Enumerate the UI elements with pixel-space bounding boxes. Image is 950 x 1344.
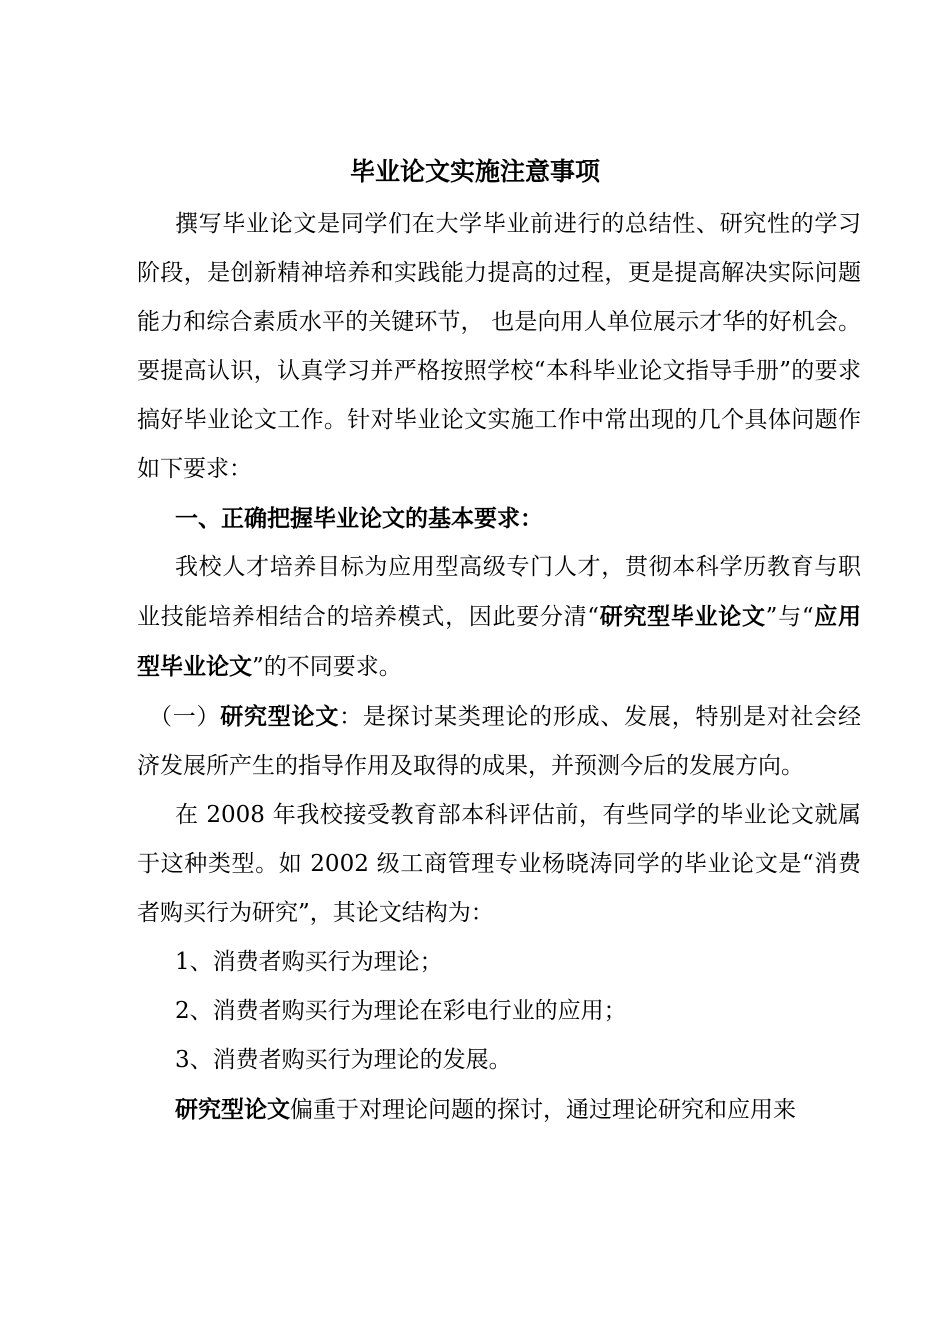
subsection-prefix: （一）: [149, 704, 221, 730]
list-item: 1、消费者购买行为理论；: [175, 949, 443, 975]
document-body: [137, 200, 861, 1135]
intro-paragraph: 撰写毕业论文是同学们在大学毕业前进行的总结性、研究性的学习阶段，是创新精神培养和实践能力提高的过程，更是提高解决实际问题能力和综合素质水平的关键环节， 也是向用人单位展示才华的好机会。要提高认识，认真学习并严格按照学校“本科毕业论文指导手册”的要求搞好毕业论文工作。针对毕业论文实施工作中常出现的几个具体问题作如下要求：: [137, 211, 861, 482]
closing-paragraph: [137, 1085, 861, 1135]
list-item: 3、消费者购买行为理论的发展。: [175, 1047, 512, 1073]
text-run: 我校人才培养目标为应用型高级专门人才，贯彻本科学历教育与职业技能培养相结合的培养模式，因此要分清“: [137, 554, 861, 630]
example-paragraph: 在 2008 年我校接受教育部本科评估前，有些同学的毕业论文就属于这种类型。如 2002 级工商管理专业杨晓涛同学的毕业论文是“消费者购买行为研究”，其论文结构为：: [137, 802, 861, 926]
text-run: ”的不同要求。: [252, 654, 402, 680]
bold-term-applied-thesis: 应用型毕业论文: [137, 603, 861, 680]
text-run: 偏重于对理论问题的探讨，通过理论研究和应用来: [290, 1097, 796, 1123]
bold-term-research-paper: 研究型论文: [220, 703, 340, 730]
subsection-1-paragraph: [137, 692, 861, 791]
bold-term-research-paper: 研究型论文: [175, 1096, 290, 1123]
bold-term-research-thesis: 研究型毕业论文: [599, 603, 766, 630]
section-heading-1: 一、正确把握毕业论文的基本要求：: [175, 505, 543, 532]
section-1-paragraph: [137, 543, 861, 692]
list-item: 2、消费者购买行为理论在彩电行业的应用；: [175, 998, 627, 1024]
text-run: ：是探讨某类理论的形成、发展，特别是对社会经济发展所产生的指导作用及取得的成果，并预测今后的发展方向。: [137, 704, 862, 779]
document-title: 毕业论文实施注意事项: [349, 157, 600, 186]
text-run: ”与“: [765, 604, 814, 630]
